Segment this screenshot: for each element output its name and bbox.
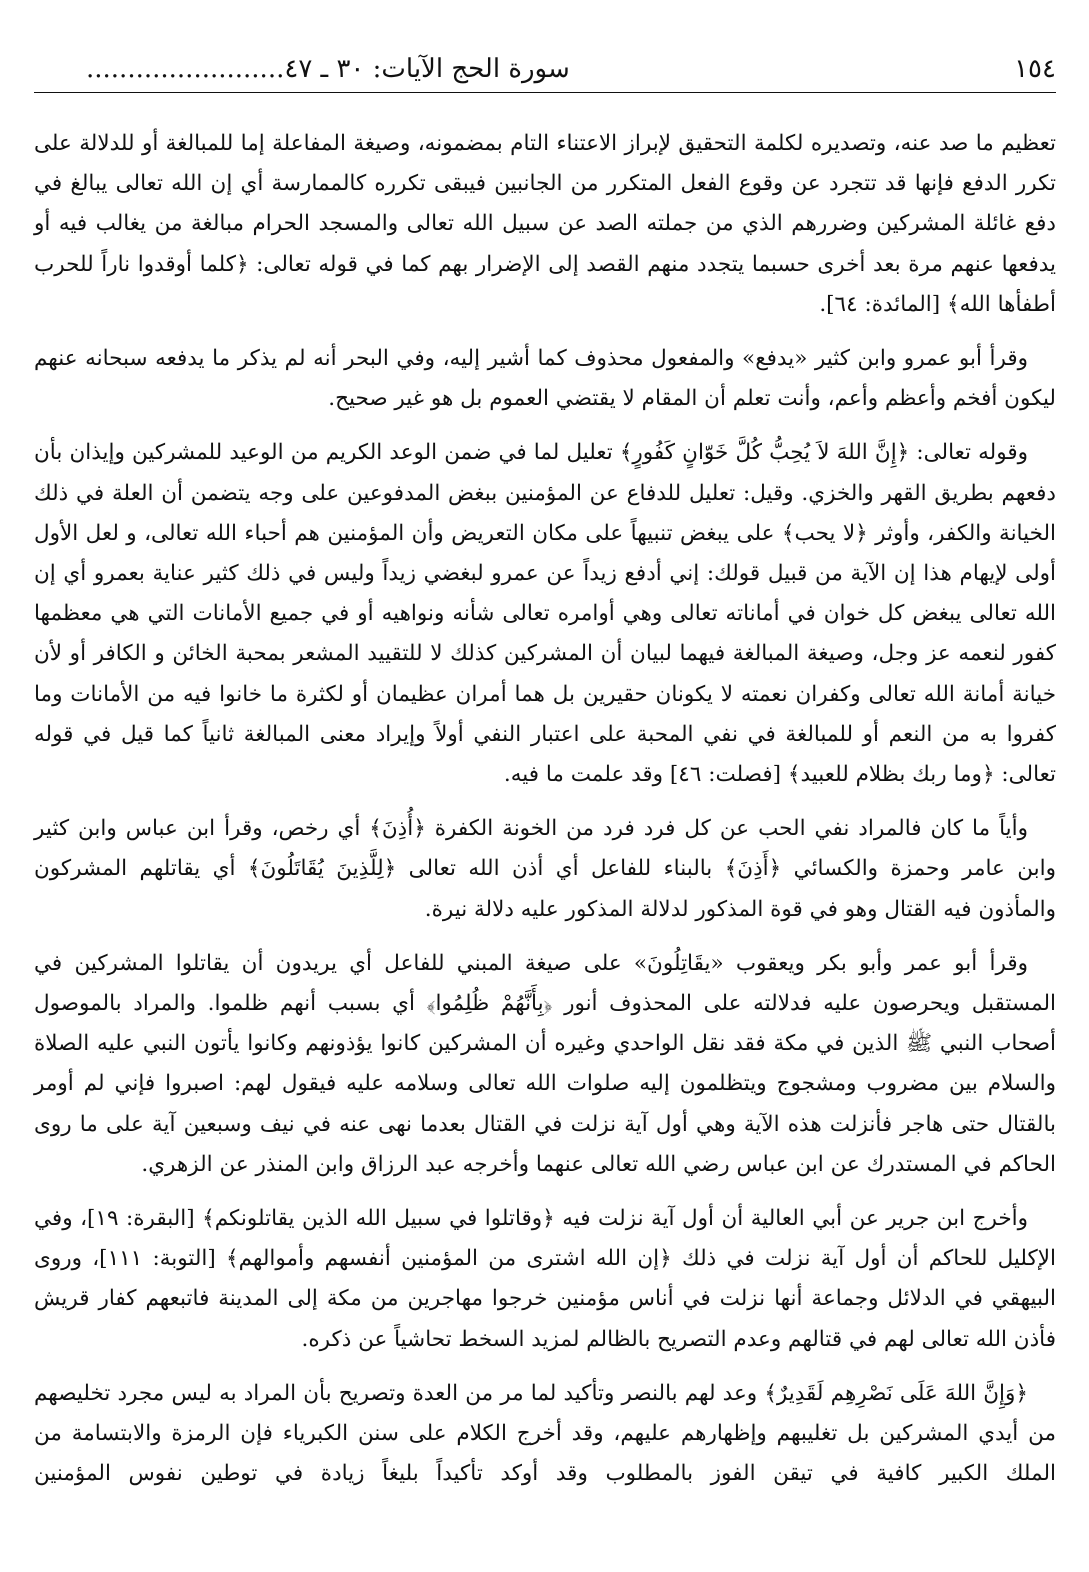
paragraph: وقوله تعالى: ﴿إِنَّ اللهَ لاَ يُحِبُّ كُلَّ خَوّانٍ كَفُورٍ﴾ تعليل لما في ضمن الوعد الكريم من الوعيد للمشركين وإيذان بأن دفعهم بطريق القهر والخزي. وقيل: تعليل للدفاع عن المؤمنين ببغض المدفوعين على وجه يتضمن أن العلة في ذلك الخيانة والكفر، وأوثر ﴿لا يحب﴾ على يبغض تنبيهاً على مكان التعريض وأن المؤمنين هم أحباء الله تعالى، و لعل الأول أولى لإيهام هذا إن الآية من قبيل قولك: إني أدفع زيداً عن عمرو لبغضي زيداً وليس في ذلك كثير عناية بعمرو أي إن الله تعالى يبغض كل خوان في أماناته تعالى وهي أوامره تعالى شأنه ونواهيه أو في جميع الأمانات التي هي معظمها كفور لنعمه عز وجل، وصيغة المبالغة فيهما لبيان أن المشركين كذلك لا للتقييد المشعر بمحبة الخائن و الكافر أو لأن خيانة أمانة الله تعالى وكفران نعمته لا يكونان حقيرين بل هما أمران عظيمان أو لكثرة ما خانوا فيه من الأمانات وما كفروا به من النعم أو للمبالغة في نفي المحبة على اعتبار النفي أولاً وإيراد معنى المبالغة ثانياً كما قيل في قوله تعالى: ﴿وما ربك بظلام للعبيد﴾ [فصلت: ٤٦] وقد علمت ما فيه. [34,440,1056,788]
paragraph: وأخرج ابن جرير عن أبي العالية أن أول آية نزلت فيه ﴿وقاتلوا في سبيل الله الذين يقاتلونكم﴾ [البقرة: ١٩]، وفي الإكليل للحاكم أن أول آية نزلت في ذلك ﴿إن الله اشترى من المؤمنين أنفسهم وأموالهم﴾ [التوبة: ١١١]، وروى البيهقي في الدلائل وجماعة أنها نزلت في أناس مؤمنين خرجوا مهاجرين من مكة إلى المدينة فاتبعهم كفار قريش فأذن الله تعالى لهم في قتالهم وعدم التصريح بالظالم لمزيد السخط تحاشياً عن ذكره. [34,1206,1056,1352]
book-page [34,52,1056,1509]
running-head: سورة الحج الآيات: ٣٠ ـ ٤٧........................ [86,54,570,84]
header-rule [34,92,1056,93]
paragraph: تعظيم ما صد عنه، وتصديره لكلمة التحقيق لإبراز الاعتناء التام بمضمونه، وصيغة المفاعلة إما للمبالغة أو للدلالة على تكرر الدفع فإنها قد تتجرد عن وقوع الفعل المتكرر من الجانبين فيبقى تكرره كالممارسة أي إن الله تعالى يبالغ في دفع غائلة المشركين وضررهم الذي من جملته الصد عن سبيل الله تعالى والمسجد الحرام مبالغة من يغالب فيه أو يدفعها عنهم مرة بعد أخرى حسبما يتجدد منهم القصد إلى الإضرار بهم كما في قوله تعالى: ﴿كلما أوقدوا ناراً للحرب أطفأها الله﴾ [المائدة: ٦٤]. [34,131,1056,317]
paragraph: ﴿وَإِنَّ اللهَ عَلَى نَصْرِهِم لَقَدِيرٌ﴾ وعد لهم بالنصر وتأكيد لما مر من العدة وتصريح بأن المراد به ليس مجرد تخليصهم من أيدي المشركين بل تغليبهم وإظهارهم عليهم، وقد أخرج الكلام على سنن الكبرياء فإن الرمزة والابتسامة من الملك الكبير كافية في تيقن الفوز بالمطلوب وقد أوكد تأكيداً بليغاً زيادة في توطين نفوس المؤمنين [34,1380,1056,1487]
paragraph: وقرأ أبو عمر وأبو بكر ويعقوب «يقَاتِلُونَ» على صيغة المبني للفاعل أي يريدون أن يقاتلوا المشركين في المستقبل ويحرصون عليه فدلالته على المحذوف أنور ﴿بِأَنَّهُمْ ظُلِمُوا﴾ أي بسبب أنهم ظلموا. والمراد بالموصول أصحاب النبي ﷺ الذين في مكة فقد نقل الواحدي وغيره أن المشركين كانوا يؤذونهم وكانوا يأتون النبي عليه الصلاة والسلام بين مضروب ومشجوج ويتظلمون إليه صلوات الله تعالى وسلامه عليه فيقول لهم: اصبروا فإني لم أومر بالقتال حتى هاجر فأنزلت هذه الآية وهي أول آية نزلت في القتال بعدما نهى عنه في نيف وسبعين آية على ما روى الحاكم في المستدرك عن ابن عباس رضي الله تعالى عنهما وأخرجه عبد الرزاق وابن المنذر عن الزهري. [34,950,1056,1177]
paragraph: وأياً ما كان فالمراد نفي الحب عن كل فرد فرد من الخونة الكفرة ﴿أُذِنَ﴾ أي رخص، وقرأ ابن عباس وابن كثير وابن عامر وحمزة والكسائي ﴿أَذِنَ﴾ بالبناء للفاعل أي أذن الله تعالى ﴿لِلَّذِينَ يُقَاتَلُونَ﴾ أي يقاتلهم المشركون والمأذون فيه القتال وهو في قوة المذكور لدلالة المذكور عليه دلالة نيرة. [34,816,1056,922]
page-header [34,52,1056,92]
page-number: ١٥٤ [1014,54,1056,84]
paragraph: وقرأ أبو عمرو وابن كثير «يدفع» والمفعول محذوف كما أشير إليه، وفي البحر أنه لم يذكر ما يدفعه سبحانه عنهم ليكون أفخم وأعظم وأعم، وأنت تعلم أن المقام لا يقتضي العموم بل هو غير صحيح. [34,346,1056,412]
body-text [34,124,1056,1495]
